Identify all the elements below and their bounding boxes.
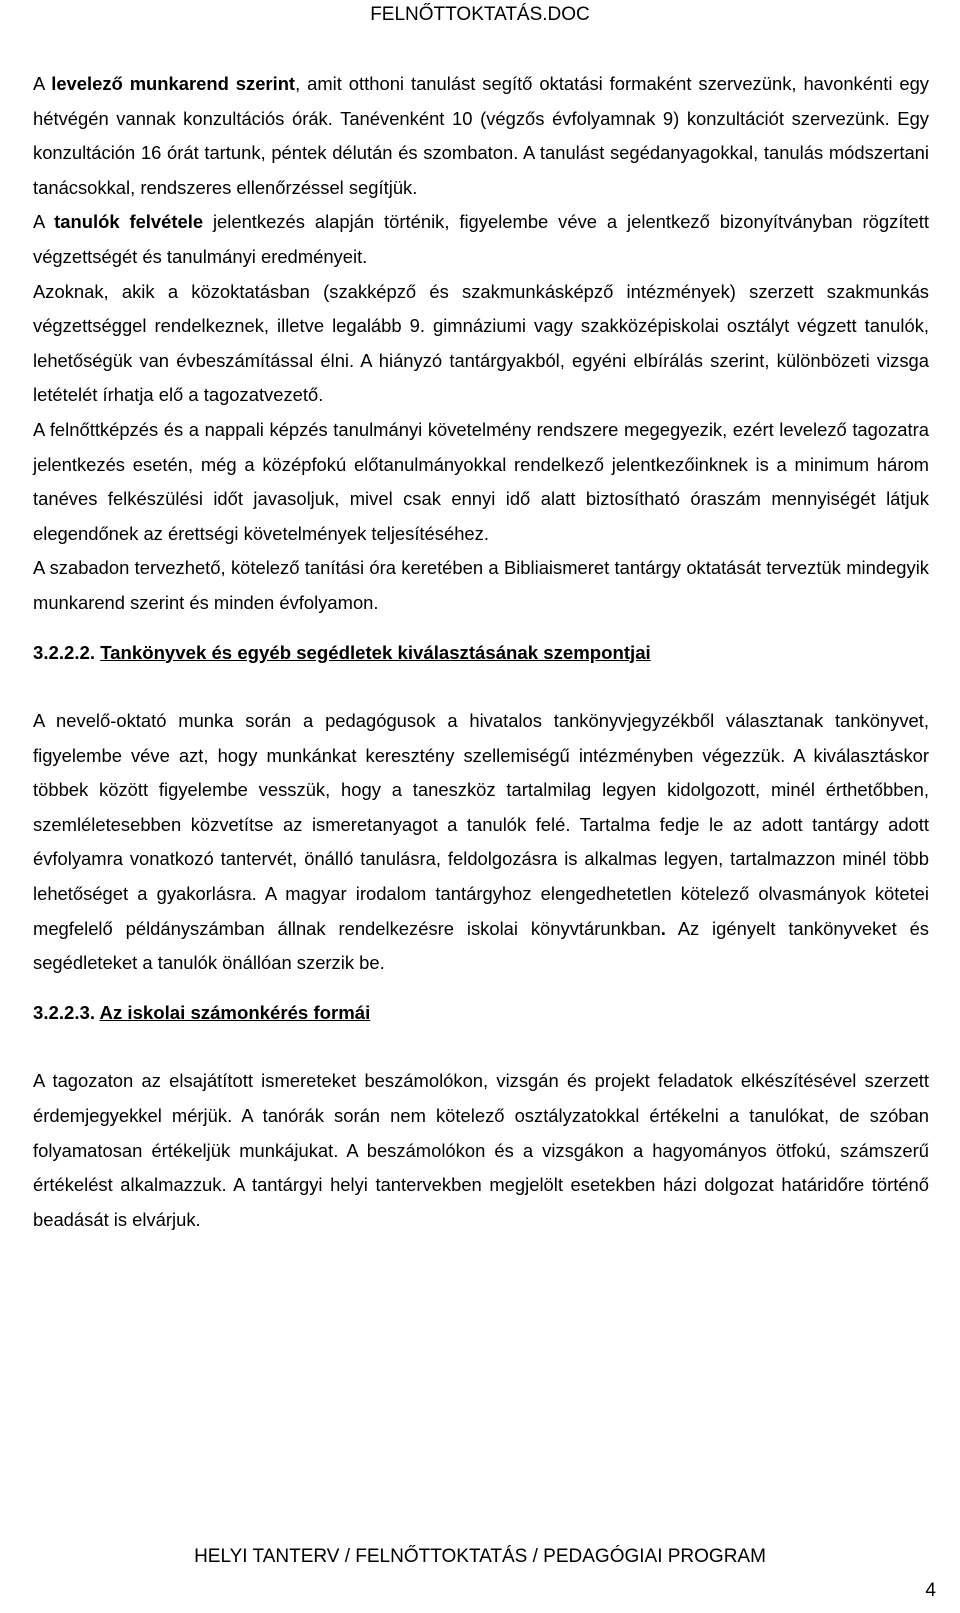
paragraph-tanulok-felvetele: A tanulók felvétele jelentkezés alapján történik, figyelembe véve a jelentkező bizonyítványban rögzített végzettségét és tanulmányi eredményeit.	[33, 211, 929, 267]
bold-tanulok-felvetele: tanulók felvétele	[54, 211, 204, 233]
paragraph-evbeszamitas: Azoknak, akik a közoktatásban (szakképző és szakmunkásképző intézmények) szerzett szakmunkás végzettséggel rendelkeznek, illetve legalább 9. gimnáziumi vagy szakközépiskolai osztályt végzett tanulók, lehetőségük van évbeszámítással élni. A hiányzó tantárgyakból, egyéni elbírálás szerint, különbözeti vizsga letételét írhatja elő a tagozatvezető.	[33, 280, 929, 406]
paragraph-szamonkeres: A tagozaton az elsajátított ismereteket beszámolókon, vizsgán és projekt feladatok elkészítésével szerzett érdemjegyekkel mérjük. A tanórák során nem kötelező osztályzatokkal értékelni a tanulókat, de szóban folyamatosan értékeljük munkájukat. A beszámolókon és a vizsgákon a hagyományos ötfokú, számszerű értékelést alkalmazzuk. A tantárgyi helyi tantervekben megjelölt esetekben házi dolgozat határidőre történő beadását is elvárjuk.	[33, 1070, 929, 1230]
section-number: 3.2.2.3.	[33, 1001, 100, 1023]
paragraph-tankonyvek: A nevelő-oktató munka során a pedagógusok a hivatalos tankönyvjegyzékből választanak tankönyvet, figyelembe véve azt, hogy munkánkat keresztény szellemiségű intézményben végezzük. A kiválasztáskor többek között figyelembe vesszük, hogy a taneszköz tartalmilag legyen kidolgozott, minél érthetőbben, szemléletesebben közvetítse az ismeretanyagot a tanulók felé. Tartalma fedje le az adott tantárgy adott évfolyamra vonatkozó tantervét, önálló tanulásra, feldolgozásra is alkalmas legyen, tartalmazzon minél több lehetőséget a gyakorlásra. A magyar irodalom tantárgyhoz elengedhetetlen kötelező olvasmányok kötetei megfelelő példányszámban állnak rendelkezésre iskolai könyvtárunkban. Az igényelt tankönyveket és segédleteket a tanulók önállóan szerzik be.	[33, 710, 929, 974]
section-number: 3.2.2.2.	[33, 641, 101, 663]
section-heading-tankonyvek	[33, 636, 929, 671]
document-body	[33, 67, 929, 1237]
paragraph-levelezo-munkarend: A levelező munkarend szerint, amit otthoni tanulást segítő oktatási formaként szervezünk, havonkénti egy hétvégén vannak konzultációs órák. Tanévenként 10 (végzős évfolyamnak 9) konzultációt szervezünk. Egy konzultáción 16 órát tartunk, péntek délután és szombaton. A tanulást segédanyagokkal, tanulás módszertani tanácsokkal, rendszeres ellenőrzéssel segítjük.	[33, 73, 929, 198]
section-title: Tankönyvek és egyéb segédletek kiválasztásának szempontjai	[100, 641, 651, 663]
section-heading-szamonkeres	[33, 996, 929, 1031]
document-header: FELNŐTTOKTATÁS.DOC	[370, 4, 590, 25]
section-title: Az iskolai számonkérés formái	[99, 1001, 371, 1023]
page-number: 4	[925, 1580, 936, 1601]
document-footer: HELYI TANTERV / FELNŐTTOKTATÁS / PEDAGÓGIAI PROGRAM	[194, 1546, 766, 1567]
paragraph-bibliaismeret: A szabadon tervezhető, kötelező tanítási óra keretében a Bibliaismeret tantárgy oktatását terveztük mindegyik munkarend szerint és minden évfolyamon.	[33, 557, 929, 613]
bold-levelezo-munkarend: levelező munkarend szerint	[51, 73, 296, 94]
paragraph-kovetelmeny-rendszer: A felnőttképzés és a nappali képzés tanulmányi követelmény rendszere megegyezik, ezért levelező tagozatra jelentkezés esetén, még a középfokú előtanulmányokkal rendelkező jelentkezőinknek is a minimum három tanéves felkészülési időt javasoljuk, mivel csak ennyi idő alatt biztosítható óraszám mennyiségét látjuk elegendőnek az érettségi követelmények teljesítéséhez.	[33, 418, 929, 544]
